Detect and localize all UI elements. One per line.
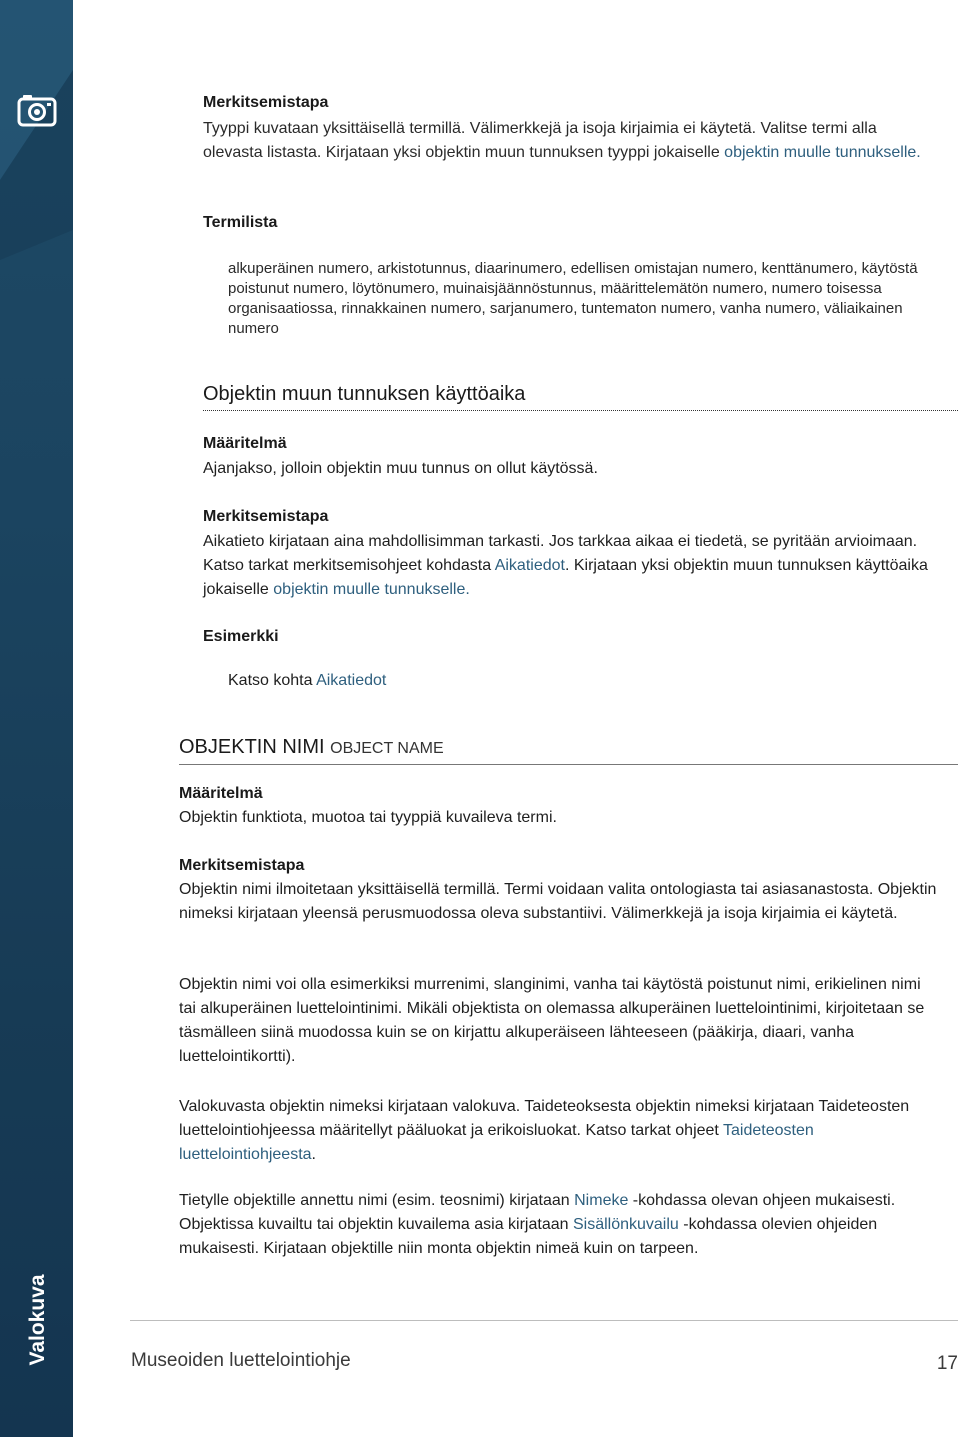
esimerkki-body: Katso kohta [228, 672, 317, 689]
kayttoaika-mark-body: Aikatieto kirjataan aina mahdollisimman tarkasti. Jos tarkkaa aikaa ei tiedetä, se pyritään arvioimaan. Katso tarkat merkitsemisohjeet kohdasta [203, 533, 918, 574]
kayttoaika-merkitsemistapa-heading: Merkitsemistapa [203, 508, 329, 525]
merkitsemistapa-text [203, 117, 925, 165]
sidebar [0, 0, 73, 1437]
taideteosten-ohje-link[interactable]: Taideteosten luettelointiohjeesta [179, 1122, 814, 1163]
merkitsemistapa-heading: Merkitsemistapa [203, 94, 329, 111]
para3-tail: . [311, 1146, 316, 1163]
kayttoaika-title: Objektin muun tunnuksen käyttöaika [203, 383, 958, 411]
termilista-heading: Termilista [203, 214, 278, 231]
sisallonkuvailu-link[interactable]: Sisällönkuvailu [572, 1216, 679, 1233]
nimeke-link[interactable]: Nimeke [574, 1192, 629, 1209]
camera-icon [17, 93, 57, 127]
para3-body: Valokuvasta objektin nimeksi kirjataan valokuva. Taideteoksesta objektin nimeksi kirjataan Taideteosten luettelointiohjeessa määritellyt pääluokat ja erikoisluokat. Katso tarkat ohjeet [179, 1098, 910, 1139]
kayttoaika-merkitsemistapa-text [203, 530, 929, 602]
objektin-nimi-definition-text: Objektin funktiota, muotoa tai tyyppiä kuvaileva termi. [179, 809, 557, 826]
objektin-muulle-tunnukselle-link-2[interactable]: objektin muulle tunnukselle. [273, 581, 470, 598]
objektin-nimi-paragraph-1: Objektin nimi ilmoitetaan yksittäisellä termillä. Termi voidaan valita ontologiasta tai asiasanastosta. Objektin nimeksi kirjataan yleensä perusmuodossa oleva substantiivi. Välimerkkejä ja isoja kirjaimia ei käytetä. [179, 881, 937, 922]
sidebar-decoration [0, 0, 73, 260]
esimerkki-aikatiedot-link[interactable]: Aikatiedot [316, 672, 387, 689]
objektin-nimi-paragraph-4 [179, 1189, 909, 1261]
merkitsemistapa-body: Tyyppi kuvataan yksittäisellä termillä. Välimerkkejä ja isoja kirjaimia ei käytetä. Valitse termi alla olevasta listasta. Kirjataan yksi objektin muun tunnuksen tyyppi jokaiselle [203, 120, 877, 161]
esimerkki-heading: Esimerkki [203, 628, 279, 645]
objektin-muulle-tunnukselle-link[interactable]: objektin muulle tunnukselle. [724, 144, 921, 161]
objektin-nimi-title-text: OBJEKTIN NIMI [179, 736, 325, 758]
page-number: 17 [936, 1353, 958, 1374]
objektin-nimi-title [179, 736, 958, 765]
kayttoaika-definition-text: Ajanjakso, jolloin objektin muu tunnus on ollut käytössä. [203, 460, 598, 477]
termilista-text: alkuperäinen numero, arkistotunnus, diaarinumero, edellisen omistajan numero, kenttänumero, käytöstä poistunut numero, löytönumero, muinaisjäännöstunnus, määrittelemätön numero, numero toisessa organisaatiossa, rinnakkainen numero, sarjanumero, tuntematon numero, vanha numero, väliaikainen numero [228, 260, 918, 337]
objektin-nimi-paragraph-3 [179, 1095, 929, 1167]
para4-tail: -kohdassa olevien ohjeiden mukaisesti. Kirjataan objektille niin monta objektin nimeä kuin on tarpeen. [179, 1216, 878, 1257]
aikatiedot-link[interactable]: Aikatiedot [494, 557, 565, 574]
footer-title: Museoiden luettelointiohje [131, 1350, 351, 1371]
objektin-nimi-subtitle: OBJECT NAME [330, 740, 444, 757]
objektin-nimi-merkitsemistapa-heading: Merkitsemistapa [179, 857, 305, 874]
para4-body-2: -kohdassa olevan ohjeen mukaisesti. Objektissa kuvailtu tai objektin kuvailema asia kirjataan [179, 1192, 896, 1233]
footer-divider [130, 1320, 958, 1321]
objektin-nimi-paragraph-2: Objektin nimi voi olla esimerkiksi murrenimi, slanginimi, vanha tai käytöstä poistunut nimi, erikielinen nimi tai alkuperäinen luettelointinimi. Mikäli objektista on olemassa alkuperäinen luettelointinimi, kirjoitetaan se täsmälleen siinä muodossa kuin se on kirjattu alkuperäiseen lähteeseen (pääkirja, diaari, vanha luettelointikortti). [179, 976, 925, 1065]
objektin-nimi-definition-heading: Määritelmä [179, 785, 263, 802]
sidebar-section-label: Valokuva [26, 1274, 49, 1366]
kayttoaika-mark-body-2: . Kirjataan yksi objektin muun tunnuksen käyttöaika jokaiselle [203, 557, 928, 598]
esimerkki-text [228, 669, 386, 693]
kayttoaika-definition-heading: Määritelmä [203, 435, 287, 452]
para4-body: Tietylle objektille annettu nimi (esim. teosnimi) kirjataan [179, 1192, 575, 1209]
